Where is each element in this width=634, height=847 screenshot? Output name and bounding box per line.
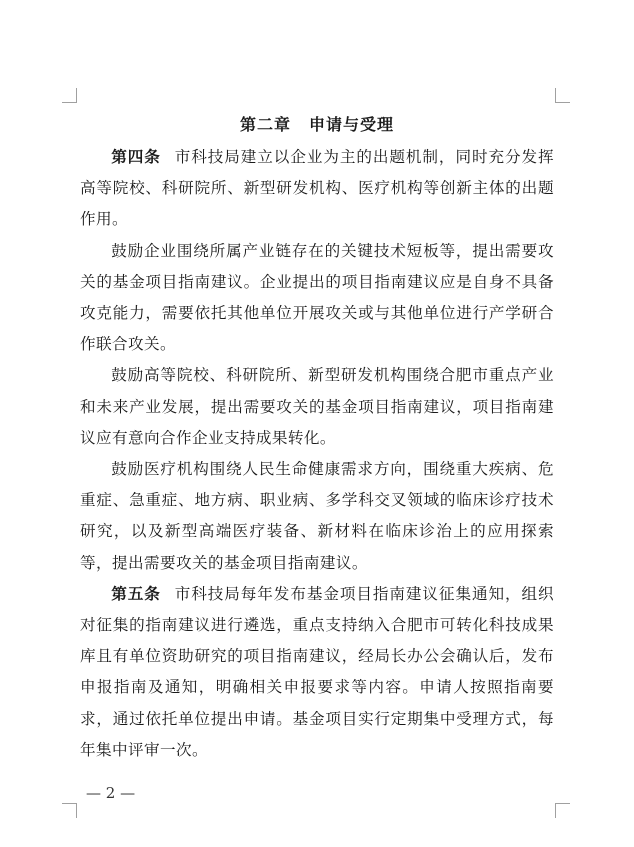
paragraph-text: 鼓励企业围绕所属产业链存在的关键技术短板等，提出需要攻关的基金项目指南建议。企业提出的项目指南建议应是自身不具备攻克能力，需要依托其他单位开展攻关或与其他单位进行产学研合作联合攻关。 (80, 241, 554, 354)
crop-mark-bottom-left (62, 803, 77, 818)
crop-mark-bottom-right (555, 803, 570, 818)
article-heading: 第四条 (111, 148, 161, 166)
chapter-heading (80, 110, 554, 140)
chapter-number: 第二章 (239, 115, 291, 134)
page-number: — 2 — (86, 784, 136, 802)
paragraph-text: 鼓励高等院校、科研院所、新型研发机构围绕合肥市重点产业和未来产业发展，提出需要攻关的基金项目指南建议，项目指南建议应有意向合作企业支持成果转化。 (80, 366, 554, 447)
crop-mark-top-right (555, 88, 570, 103)
paragraph-text: 市科技局每年发布基金项目指南建议征集通知，组织对征集的指南建议进行遴选，重点支持纳入合肥市可转化科技成果库且有单位资助研究的项目指南建议，经局长办公会确认后，发布申报指南及通知，明确相关申报要求等内容。申请人按照指南要求，通过依托单位提出申请。基金项目实行定期集中受理方式，每年集中评审一次。 (80, 584, 555, 759)
paragraph-text: 鼓励医疗机构围绕人民生命健康需求方向，围绕重大疾病、危重症、急重症、地方病、职业病、多学科交叉领域的临床诊疗技术研究，以及新型高端医疗装备、新材料在临床诊治上的应用探索等，提出需要攻关的基金项目指南建议。 (80, 460, 554, 572)
article-paragraph (80, 142, 554, 236)
chapter-title: 申请与受理 (309, 115, 395, 134)
crop-mark-top-left (62, 88, 77, 103)
body-paragraph (80, 360, 554, 454)
body-paragraph (80, 236, 554, 361)
article-heading: 第五条 (111, 584, 161, 603)
document-body (80, 110, 554, 766)
paragraph-text: 市科技局建立以企业为主的出题机制，同时充分发挥高等院校、科研院所、新型研发机构、医疗机构等创新主体的出题作用。 (80, 148, 555, 229)
body-paragraph (80, 454, 554, 579)
article-paragraph (80, 579, 554, 766)
